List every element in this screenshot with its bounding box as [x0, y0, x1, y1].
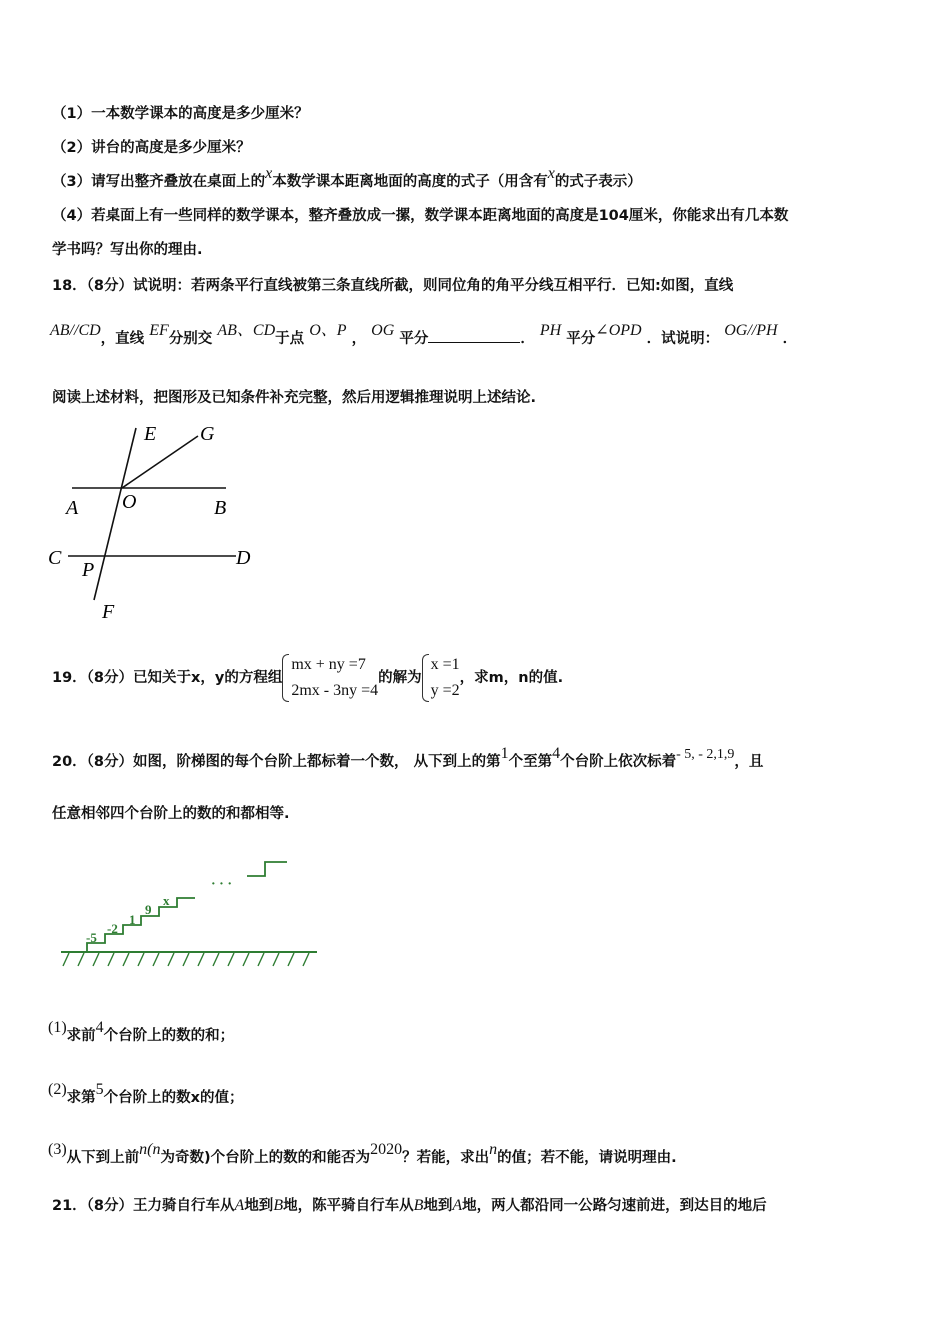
q20-sub1-b: 个台阶上的数的和；: [103, 1028, 235, 1044]
q18-op: O、P: [309, 322, 347, 339]
q18-t3: 于点: [275, 331, 305, 347]
q21-B1: B: [273, 1197, 284, 1214]
label-g: G: [200, 423, 215, 445]
q18-t7: 平分: [566, 331, 596, 347]
q17-part4-line2: 学书吗？写出你的理由.: [52, 242, 203, 258]
q19-eq2: 2mx - 3ny =4: [291, 682, 379, 699]
q18-figure: [40, 420, 280, 630]
q18-t4: ，: [351, 331, 367, 347]
q20-head-c: 个台阶上依次标着: [560, 754, 677, 770]
q18-og: OG: [371, 322, 395, 339]
continuation-dots: · · ·: [211, 877, 233, 892]
q20-line2: 任意相邻四个台阶上的数的和都相等.: [52, 806, 290, 822]
label-p: P: [82, 559, 95, 581]
q20-sub3: [48, 1141, 677, 1168]
ray-og: [122, 436, 198, 488]
q17-part1: （1）一本数学课本的高度是多少厘米？: [52, 106, 309, 122]
q20-head-d: ，且: [734, 754, 764, 770]
q18-head: 18．（8分）试说明：若两条平行直线被第三条直线所截，则同位角的角平分线互相平行．已知:如图，直线: [52, 278, 734, 294]
step-label-1: -5: [86, 930, 97, 945]
q18-ab-cd2: AB、CD: [217, 322, 276, 339]
ground-hatching: [63, 953, 309, 966]
line-ef: [94, 428, 136, 600]
q19-sol2: y =2: [430, 682, 460, 699]
q20-sub3-no: (3): [48, 1141, 67, 1158]
q20-head: [52, 745, 764, 773]
q20-sub3-c: ？若能，求出: [402, 1150, 490, 1166]
stairs-top: [247, 862, 287, 876]
label-b: B: [214, 497, 227, 519]
q20-sub1-a: 求前: [66, 1028, 96, 1044]
q21-A1: A: [234, 1197, 245, 1214]
q17-part3-x: x: [265, 165, 273, 182]
q19-solution: [422, 652, 460, 704]
q20-sub1-n: 4: [95, 1019, 104, 1036]
q17-part2: （2）讲台的高度是多少厘米？: [52, 140, 251, 156]
q20-staircase-figure: [55, 850, 325, 975]
q18-og-ph: OG//PH: [724, 322, 778, 339]
label-a: A: [66, 497, 79, 519]
q20-sub3-a: 从下到上前: [66, 1150, 140, 1166]
q20-sub1: [48, 1019, 235, 1046]
q18-angle: ∠OPD: [595, 322, 642, 339]
q20-n1: 1: [500, 745, 509, 762]
q18-ef: EF: [149, 322, 169, 339]
q20-sub1-no: (1): [48, 1019, 67, 1036]
label-f: F: [102, 601, 115, 623]
q18-ab-cd: AB//CD: [50, 322, 101, 339]
q18-t5: 平分: [399, 331, 429, 347]
q17-part3-b: 本数学课本距离地面的高度的式子（用含有: [272, 174, 548, 190]
q17-part3-x2: x: [547, 165, 555, 182]
q18-t1: ，直线: [100, 331, 145, 347]
q21-d: 地到: [423, 1198, 453, 1214]
q21-line: [52, 1196, 767, 1216]
q17-part3: [52, 165, 642, 192]
q18-answer-blank[interactable]: [428, 328, 520, 343]
label-c: C: [48, 547, 62, 569]
stairs: [87, 898, 195, 952]
q20-sub2-no: (2): [48, 1081, 67, 1098]
q19-sol1: x =1: [430, 656, 460, 673]
q18-read: 阅读上述材料，把图形及已知条件补充完整，然后用逻辑推理说明上述结论.: [52, 390, 537, 406]
step-label-3: 1: [129, 912, 136, 927]
q17-part3-c: 的式子表示）: [554, 174, 642, 190]
q19-line: [52, 652, 563, 704]
label-e: E: [144, 423, 157, 445]
q20-n4: 4: [552, 745, 561, 762]
q20-sub2: [48, 1081, 244, 1108]
q20-sub3-d: 的值；若不能，请说明理由.: [497, 1150, 677, 1166]
q18-ph: PH: [539, 322, 562, 339]
q17-part3-a: （3）请写出整齐叠放在桌面上的: [52, 174, 266, 190]
q18-t8: ．试说明：: [646, 331, 720, 347]
label-d: D: [236, 547, 251, 569]
q21-e: 地，两人都沿同一公路匀速前进，到达目的地后: [462, 1198, 767, 1214]
q20-sub2-b: 个台阶上的数x的值；: [103, 1090, 244, 1106]
q20-sub3-v: 2020: [370, 1141, 403, 1158]
q21-a: 21．（8分）王力骑自行车从: [52, 1198, 235, 1214]
q19-eq1: mx + ny =7: [291, 656, 366, 673]
q18-t6: ．: [520, 331, 535, 347]
q20-sub3-n2: n: [489, 1141, 498, 1158]
q20-sub3-b: 为奇数)个台阶上的数的和能否为: [160, 1150, 371, 1166]
q19-mid: 的解为: [378, 670, 422, 686]
q19-system: [282, 652, 378, 704]
q18-t2: 分别交: [168, 331, 213, 347]
q17-part4-line1: （4）若桌面上有一些同样的数学课本，整齐叠放成一摞，数学课本距离地面的高度是104厘米，你能求出有几本数: [52, 208, 789, 224]
q19-tail: ，求m，n的值.: [459, 670, 564, 686]
q21-B2: B: [413, 1197, 424, 1214]
q21-c: 地，陈平骑自行车从: [283, 1198, 414, 1214]
step-label-5: x: [163, 893, 170, 908]
q19-head: 19．（8分）已知关于x，y的方程组: [52, 670, 283, 686]
q20-head-a: 20．（8分）如图，阶梯图的每个台阶上都标着一个数， 从下到上的第: [52, 754, 501, 770]
q18-t9: ．: [782, 331, 798, 347]
q20-sub3-n: n(n: [139, 1141, 161, 1158]
q18-given: [50, 322, 798, 349]
q20-seq: - 5, - 2,1,9: [676, 747, 735, 762]
q21-A2: A: [452, 1197, 463, 1214]
step-label-4: 9: [145, 902, 152, 917]
label-o: O: [122, 491, 137, 513]
q20-head-b: 个至第: [508, 754, 553, 770]
step-label-2: -2: [107, 921, 118, 936]
q21-b: 地到: [244, 1198, 274, 1214]
q20-sub2-a: 求第: [66, 1090, 96, 1106]
q20-sub2-n: 5: [95, 1081, 104, 1098]
